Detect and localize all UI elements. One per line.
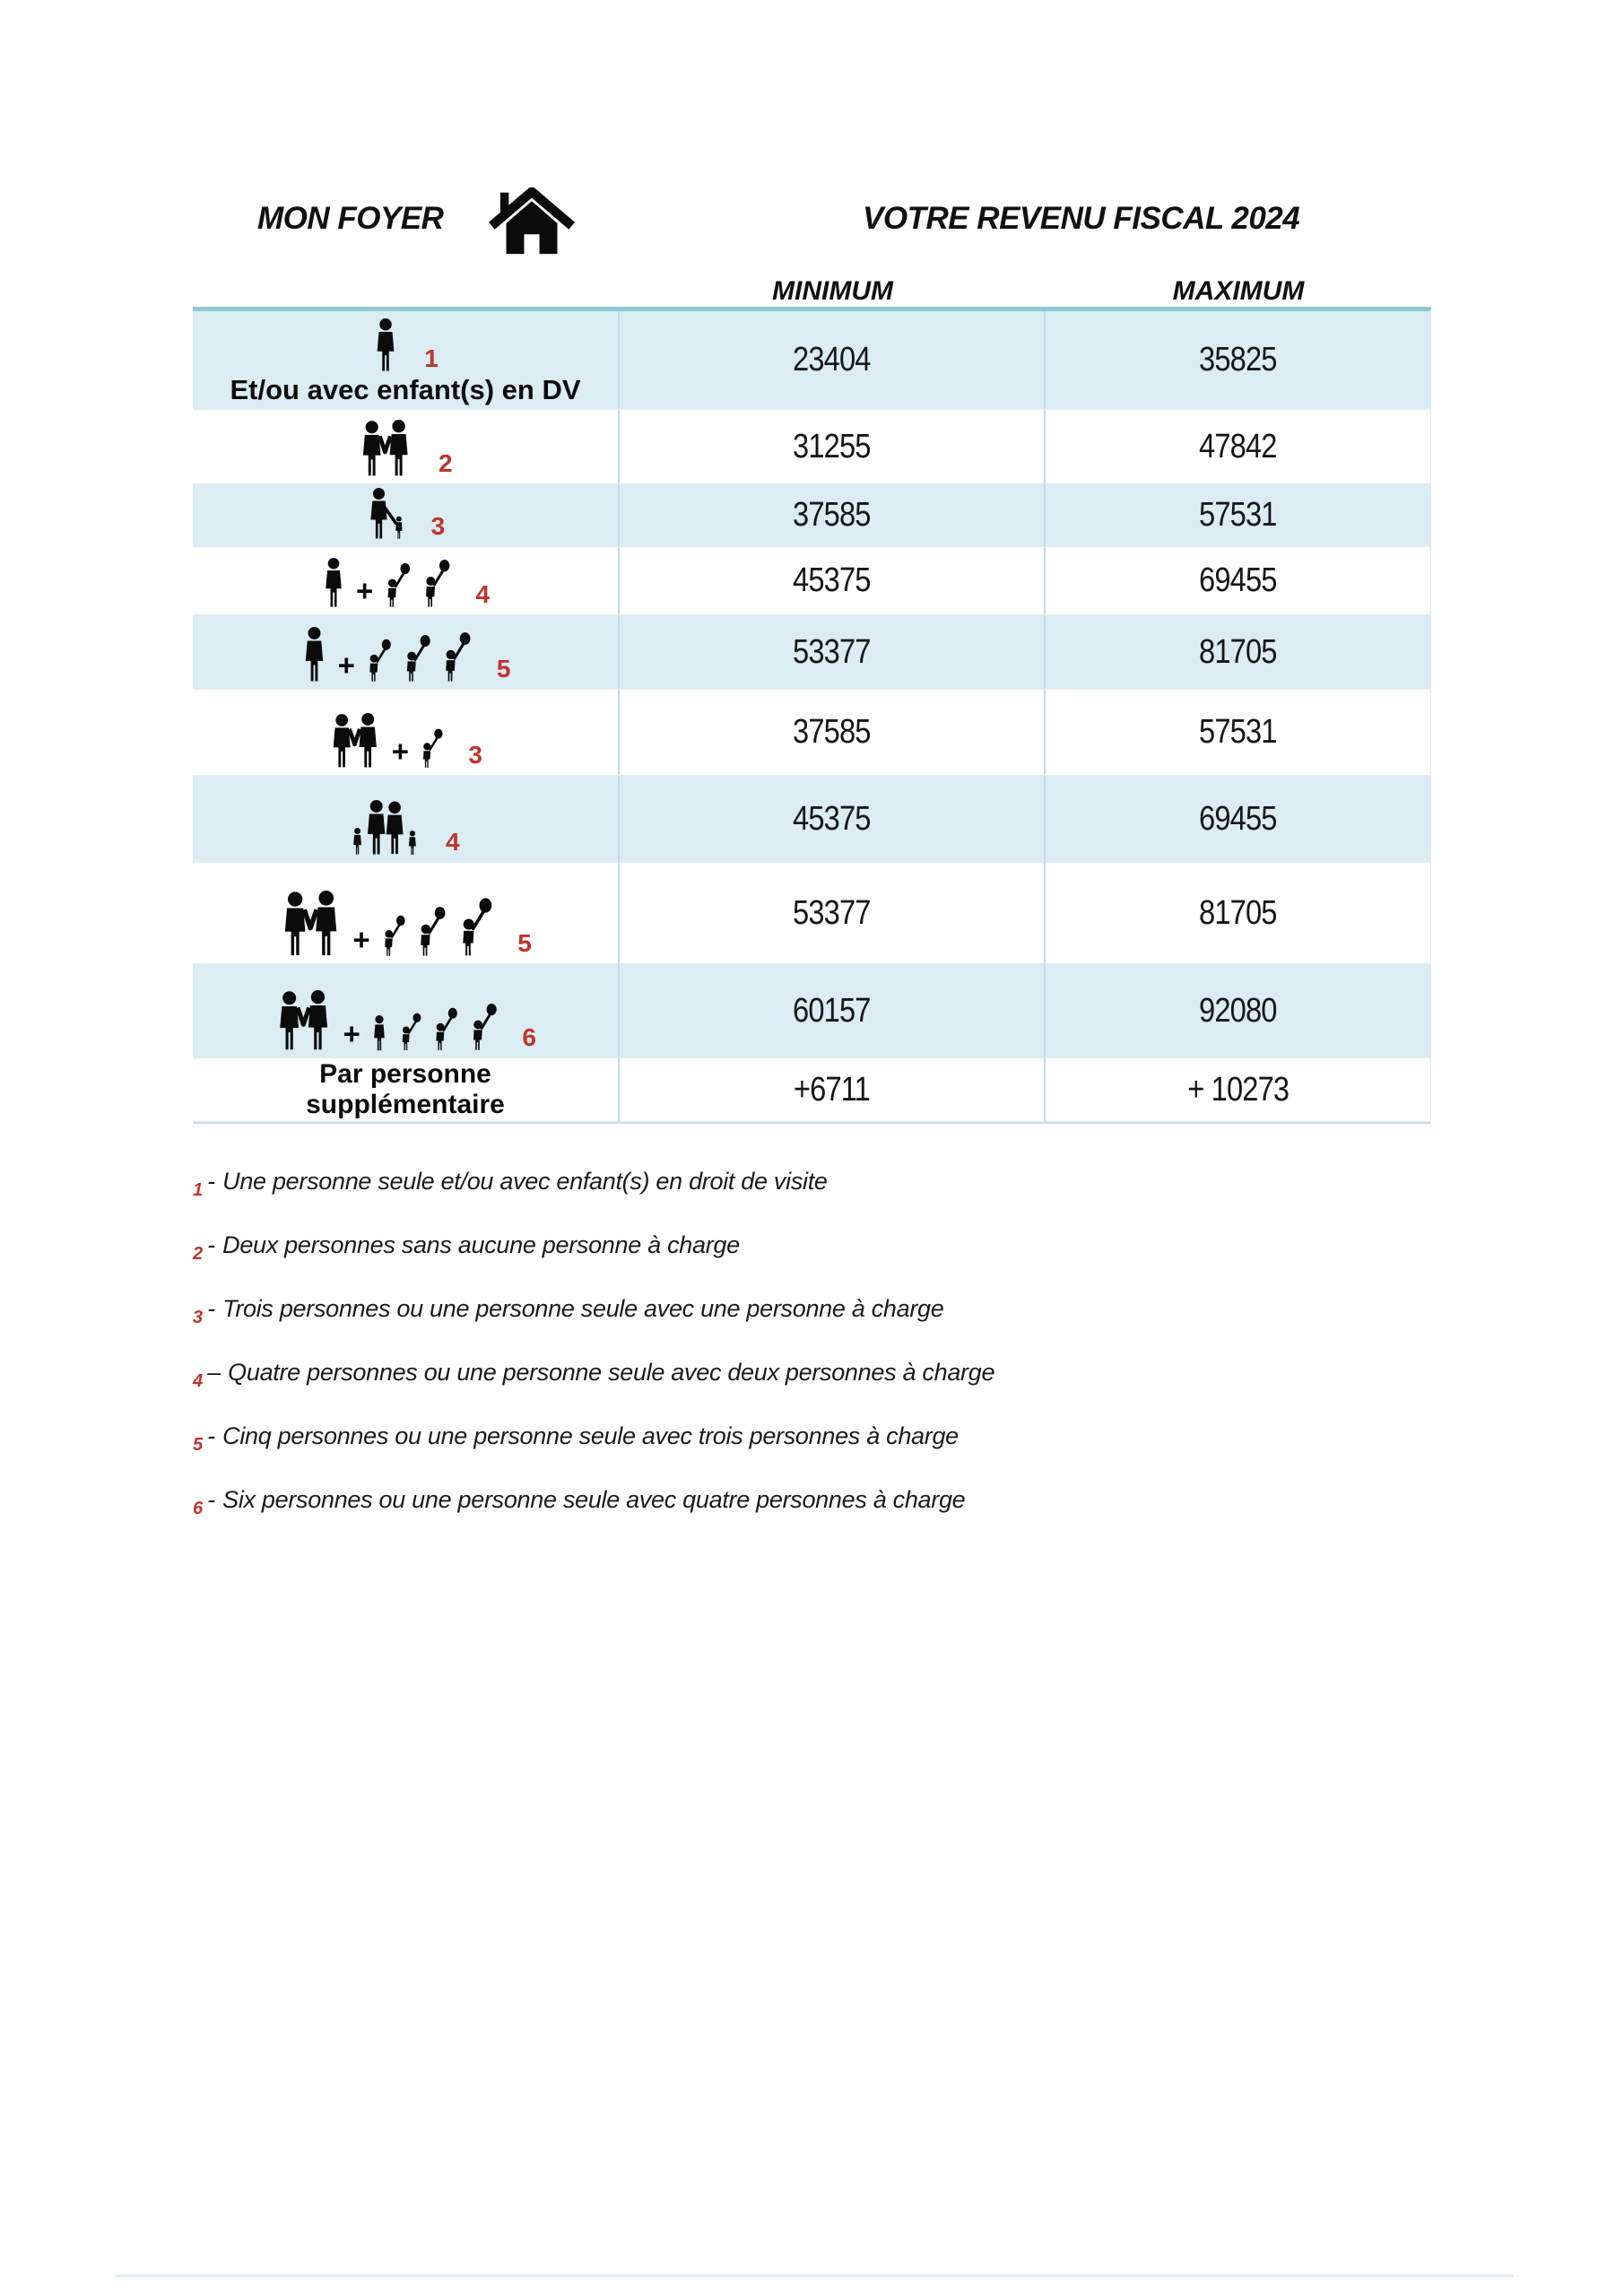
plus-sign: +	[391, 735, 409, 768]
adult-icon	[321, 558, 346, 608]
maximum-value: 57531	[1199, 496, 1277, 534]
table-row	[193, 484, 1430, 547]
footnote-separator: -	[207, 1231, 216, 1258]
header-title-right: VOTRE REVENU FISCAL 2024	[863, 201, 1300, 236]
footnote-separator: -	[207, 1422, 216, 1449]
maximum-value: 81705	[1199, 632, 1277, 671]
icon-cell	[193, 863, 620, 963]
child-with-balloon-icon	[415, 905, 447, 957]
footnote-marker: 3	[193, 1308, 204, 1327]
maximum-value: + 10273	[1186, 1070, 1290, 1109]
household-size-badge: 3	[468, 741, 482, 769]
footnote-text: Une personne seule et/ou avec enfant(s) en droit de visite	[222, 1168, 828, 1195]
child-with-balloon-icon	[421, 558, 450, 608]
plus-sign: +	[337, 648, 355, 682]
household-size-badge: 3	[430, 512, 446, 540]
child-with-balloon-icon	[468, 1002, 498, 1051]
household-icons	[279, 891, 532, 963]
family-icon	[351, 800, 421, 856]
child-with-balloon-icon	[431, 1006, 458, 1051]
household-icons	[328, 713, 482, 775]
icon-cell	[193, 964, 620, 1057]
icon-cell	[193, 311, 620, 409]
maximum-value: 57531	[1199, 713, 1277, 751]
footnote-separator: -	[207, 1168, 216, 1195]
header-title-left: MON FOYER	[257, 201, 444, 236]
table-row	[193, 776, 1430, 863]
table-row	[193, 547, 1430, 615]
adult-icon	[300, 627, 328, 683]
adult-with-child-icon	[366, 488, 406, 540]
child-with-balloon-icon	[440, 631, 472, 683]
icon-cell	[193, 1058, 620, 1121]
minimum-value: +6711	[793, 1070, 871, 1109]
household-size-badge: 4	[445, 828, 460, 856]
footnote-marker: 4	[193, 1371, 204, 1391]
footnote	[193, 1359, 995, 1391]
footnote-separator: -	[207, 1295, 216, 1322]
minimum-value: 31255	[793, 427, 871, 465]
couple-icon	[279, 891, 343, 957]
footnote	[193, 1422, 994, 1455]
minimum-value: 45375	[793, 561, 871, 599]
row-label: Par personne supplémentaire	[306, 1058, 505, 1119]
plus-sign: +	[343, 1017, 360, 1050]
household-size-badge: 1	[424, 344, 439, 373]
minimum-value: 45375	[793, 799, 871, 838]
row-label: Et/ou avec enfant(s) en DV	[230, 374, 581, 406]
footnote	[193, 1295, 994, 1327]
household-icons	[321, 558, 490, 614]
child-with-balloon-icon	[398, 1012, 421, 1051]
icon-cell	[193, 547, 620, 614]
maximum-value: 81705	[1199, 893, 1277, 932]
household-icons	[300, 627, 511, 689]
house-icon	[489, 187, 575, 256]
icon-cell	[193, 776, 620, 862]
household-icons	[274, 990, 536, 1057]
maximum-value: 69455	[1199, 561, 1277, 599]
couple-icon	[328, 713, 382, 769]
footnote-text: Deux personnes sans aucune personne à charge	[222, 1231, 740, 1258]
table-row	[193, 410, 1430, 484]
table-row	[193, 863, 1430, 964]
household-size-badge: 2	[439, 449, 453, 477]
child-with-balloon-icon	[365, 638, 392, 683]
icon-cell	[193, 484, 620, 546]
minimum-value: 37585	[793, 496, 871, 534]
footnote-text: Six personnes ou une personne seule avec quatre personnes à charge	[222, 1486, 966, 1513]
household-icons	[372, 318, 439, 374]
footnote-separator: -	[207, 1486, 216, 1513]
child-with-balloon-icon	[456, 896, 492, 957]
child-with-balloon-icon	[402, 633, 431, 683]
minimum-value: 60157	[793, 991, 871, 1030]
couple-icon	[358, 420, 413, 477]
footnote-marker: 1	[193, 1180, 204, 1200]
household-icons	[366, 488, 446, 546]
maximum-value: 69455	[1199, 799, 1277, 838]
footnote-text: Quatre personnes ou une personne seule avec deux personnes à charge	[228, 1359, 995, 1386]
minimum-value: 53377	[793, 632, 871, 671]
footnote	[193, 1231, 994, 1264]
page-bottom-divider	[115, 2274, 1514, 2277]
household-size-badge: 5	[496, 655, 511, 683]
table-row	[193, 1058, 1430, 1122]
household-size-badge: 5	[517, 929, 532, 957]
footnote-marker: 5	[193, 1435, 204, 1455]
couple-icon	[274, 990, 333, 1051]
maximum-value: 92080	[1199, 991, 1277, 1030]
footnote-separator: –	[207, 1359, 221, 1386]
icon-cell	[193, 690, 620, 775]
icon-cell	[193, 615, 620, 689]
child-with-balloon-icon	[380, 914, 406, 957]
column-header-maximum: MAXIMUM	[1172, 276, 1305, 306]
footnote-text: Trois personnes ou une personne seule avec une personne à charge	[222, 1295, 944, 1322]
household-size-badge: 6	[522, 1023, 536, 1051]
footnote-text: Cinq personnes ou une personne seule avec trois personnes à charge	[222, 1422, 959, 1449]
icon-cell	[193, 410, 620, 483]
household-size-badge: 4	[475, 580, 491, 608]
household-icons	[351, 800, 459, 862]
table-row	[193, 311, 1430, 410]
footnote-marker: 6	[193, 1499, 204, 1518]
child-with-balloon-icon	[383, 561, 411, 608]
table-row	[193, 964, 1430, 1058]
income-table	[193, 307, 1431, 1124]
table-row	[193, 690, 1430, 776]
adult-icon	[372, 318, 399, 372]
minimum-value: 23404	[793, 341, 871, 378]
footnote-marker: 2	[193, 1244, 204, 1264]
maximum-value: 35825	[1199, 341, 1277, 378]
footnote	[193, 1486, 994, 1518]
child-icon	[370, 1015, 388, 1051]
footnotes	[193, 1168, 994, 1550]
child-with-balloon-icon	[419, 727, 443, 769]
minimum-value: 37585	[793, 713, 871, 751]
plus-sign: +	[352, 923, 370, 956]
footnote	[193, 1168, 994, 1200]
household-icons	[358, 420, 452, 483]
maximum-value: 47842	[1199, 427, 1277, 465]
plus-sign: +	[355, 574, 374, 607]
minimum-value: 53377	[793, 893, 871, 932]
column-header-minimum: MINIMUM	[772, 276, 893, 306]
table-row	[193, 615, 1430, 690]
